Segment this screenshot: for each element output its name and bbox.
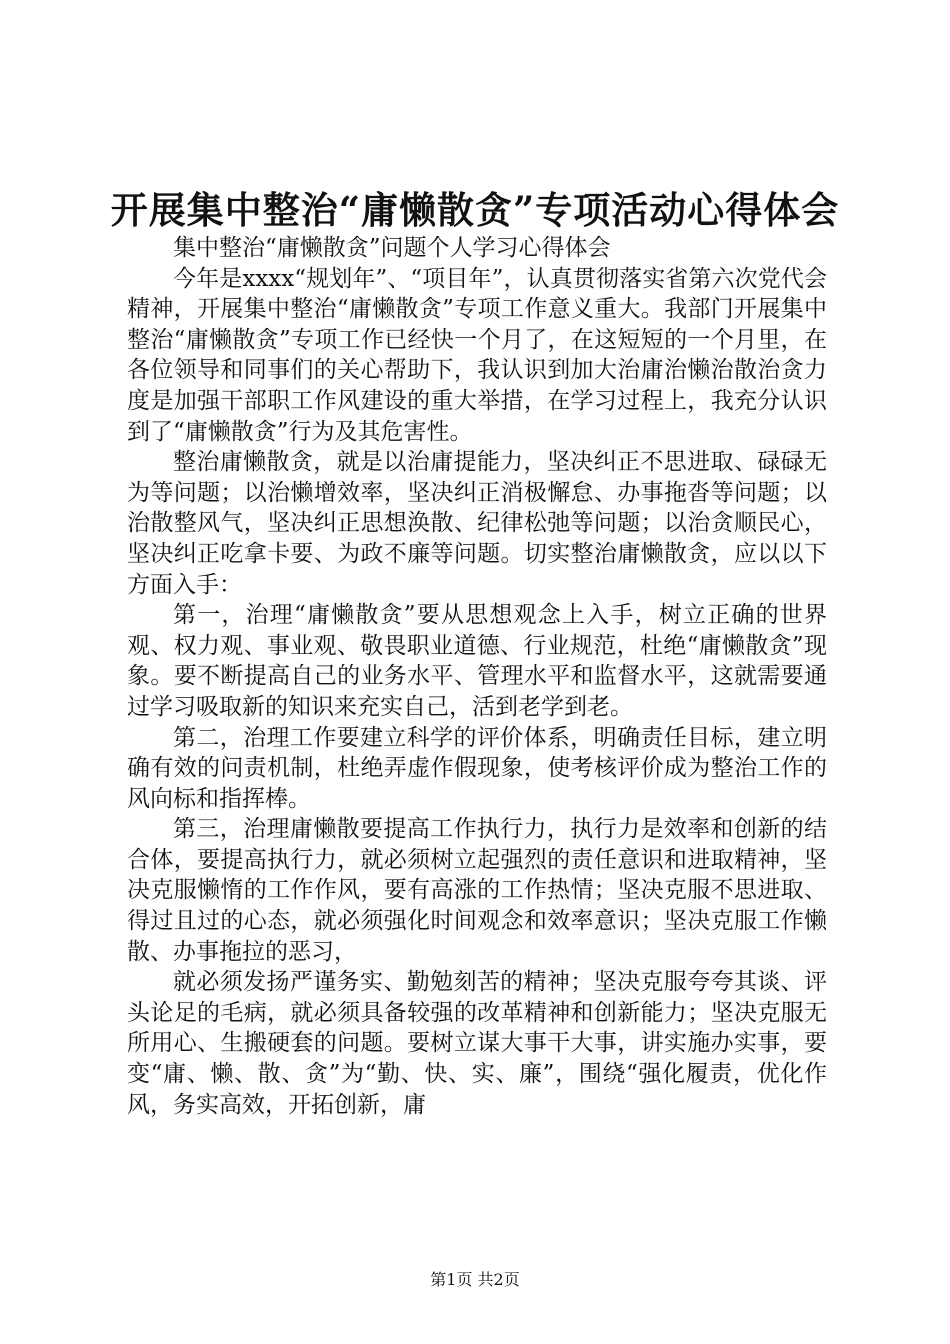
- page-number-footer: 第1页 共2页: [430, 1270, 520, 1289]
- paragraph-subtitle: 集中整治“庸懒散贪”问题个人学习心得体会: [173, 235, 611, 261]
- paragraph: 第一，治理“庸懒散贪”要从思想观念上入手，树立正确的世界观、权力观、事业观、敬畏职业道德、行业规范，杜绝“庸懒散贪”现象。要不断提高自己的业务水平、管理水平和监督水平，这就需要通过学习吸取新的知识来充实自己，活到老学到老。: [127, 602, 827, 720]
- document-title: 开展集中整治“庸懒散贪”专项活动心得体会: [110, 188, 840, 232]
- paragraph: 今年是xxxx“规划年”、“项目年”，认真贯彻落实省第六次党代会精神，开展集中整治“庸懒散贪”专项工作意义重大。我部门开展集中整治“庸懒散贪”专项工作已经快一个月了，在这短短的一个月里，在各位领导和同事们的关心帮助下，我认识到加大治庸治懒治散治贪力度是加强干部职工作风建设的重大举措，在学习过程上，我充分认识到了“庸懒散贪”行为及其危害性。: [127, 265, 827, 445]
- paragraph: 第三，治理庸懒散要提高工作执行力，执行力是效率和创新的结合体，要提高执行力，就必须树立起强烈的责任意识和进取精神，坚决克服懒惰的工作作风，要有高涨的工作热情；坚决克服不思进取、得过且过的心态，就必须强化时间观念和效率意识；坚决克服工作懒散、办事拖拉的恶习，: [127, 816, 827, 965]
- paragraph: 第二，治理工作要建立科学的评价体系，明确责任目标，建立明确有效的问责机制，杜绝弄虚作假现象，使考核评价成为整治工作的风向标和指挥棒。: [127, 724, 827, 812]
- paragraph: 整治庸懒散贪，就是以治庸提能力，坚决纠正不思进取、碌碌无为等问题；以治懒增效率，坚决纠正消极懈怠、办事拖沓等问题；以治散整风气，坚决纠正思想涣散、纪律松弛等问题；以治贪顺民心，坚决纠正吃拿卡要、为政不廉等问题。切实整治庸懒散贪，应以以下方面入手：: [127, 449, 827, 598]
- paragraph: 就必须发扬严谨务实、勤勉刻苦的精神；坚决克服夸夸其谈、评头论足的毛病，就必须具备较强的改革精神和创新能力；坚决克服无所用心、生搬硬套的问题。要树立谋大事干大事，讲实施办实事，要变“庸、懒、散、贪”为“勤、快、实、廉”，围绕“强化履责，优化作风，务实高效，开拓创新，庸: [127, 969, 827, 1118]
- document-body: [127, 233, 827, 1120]
